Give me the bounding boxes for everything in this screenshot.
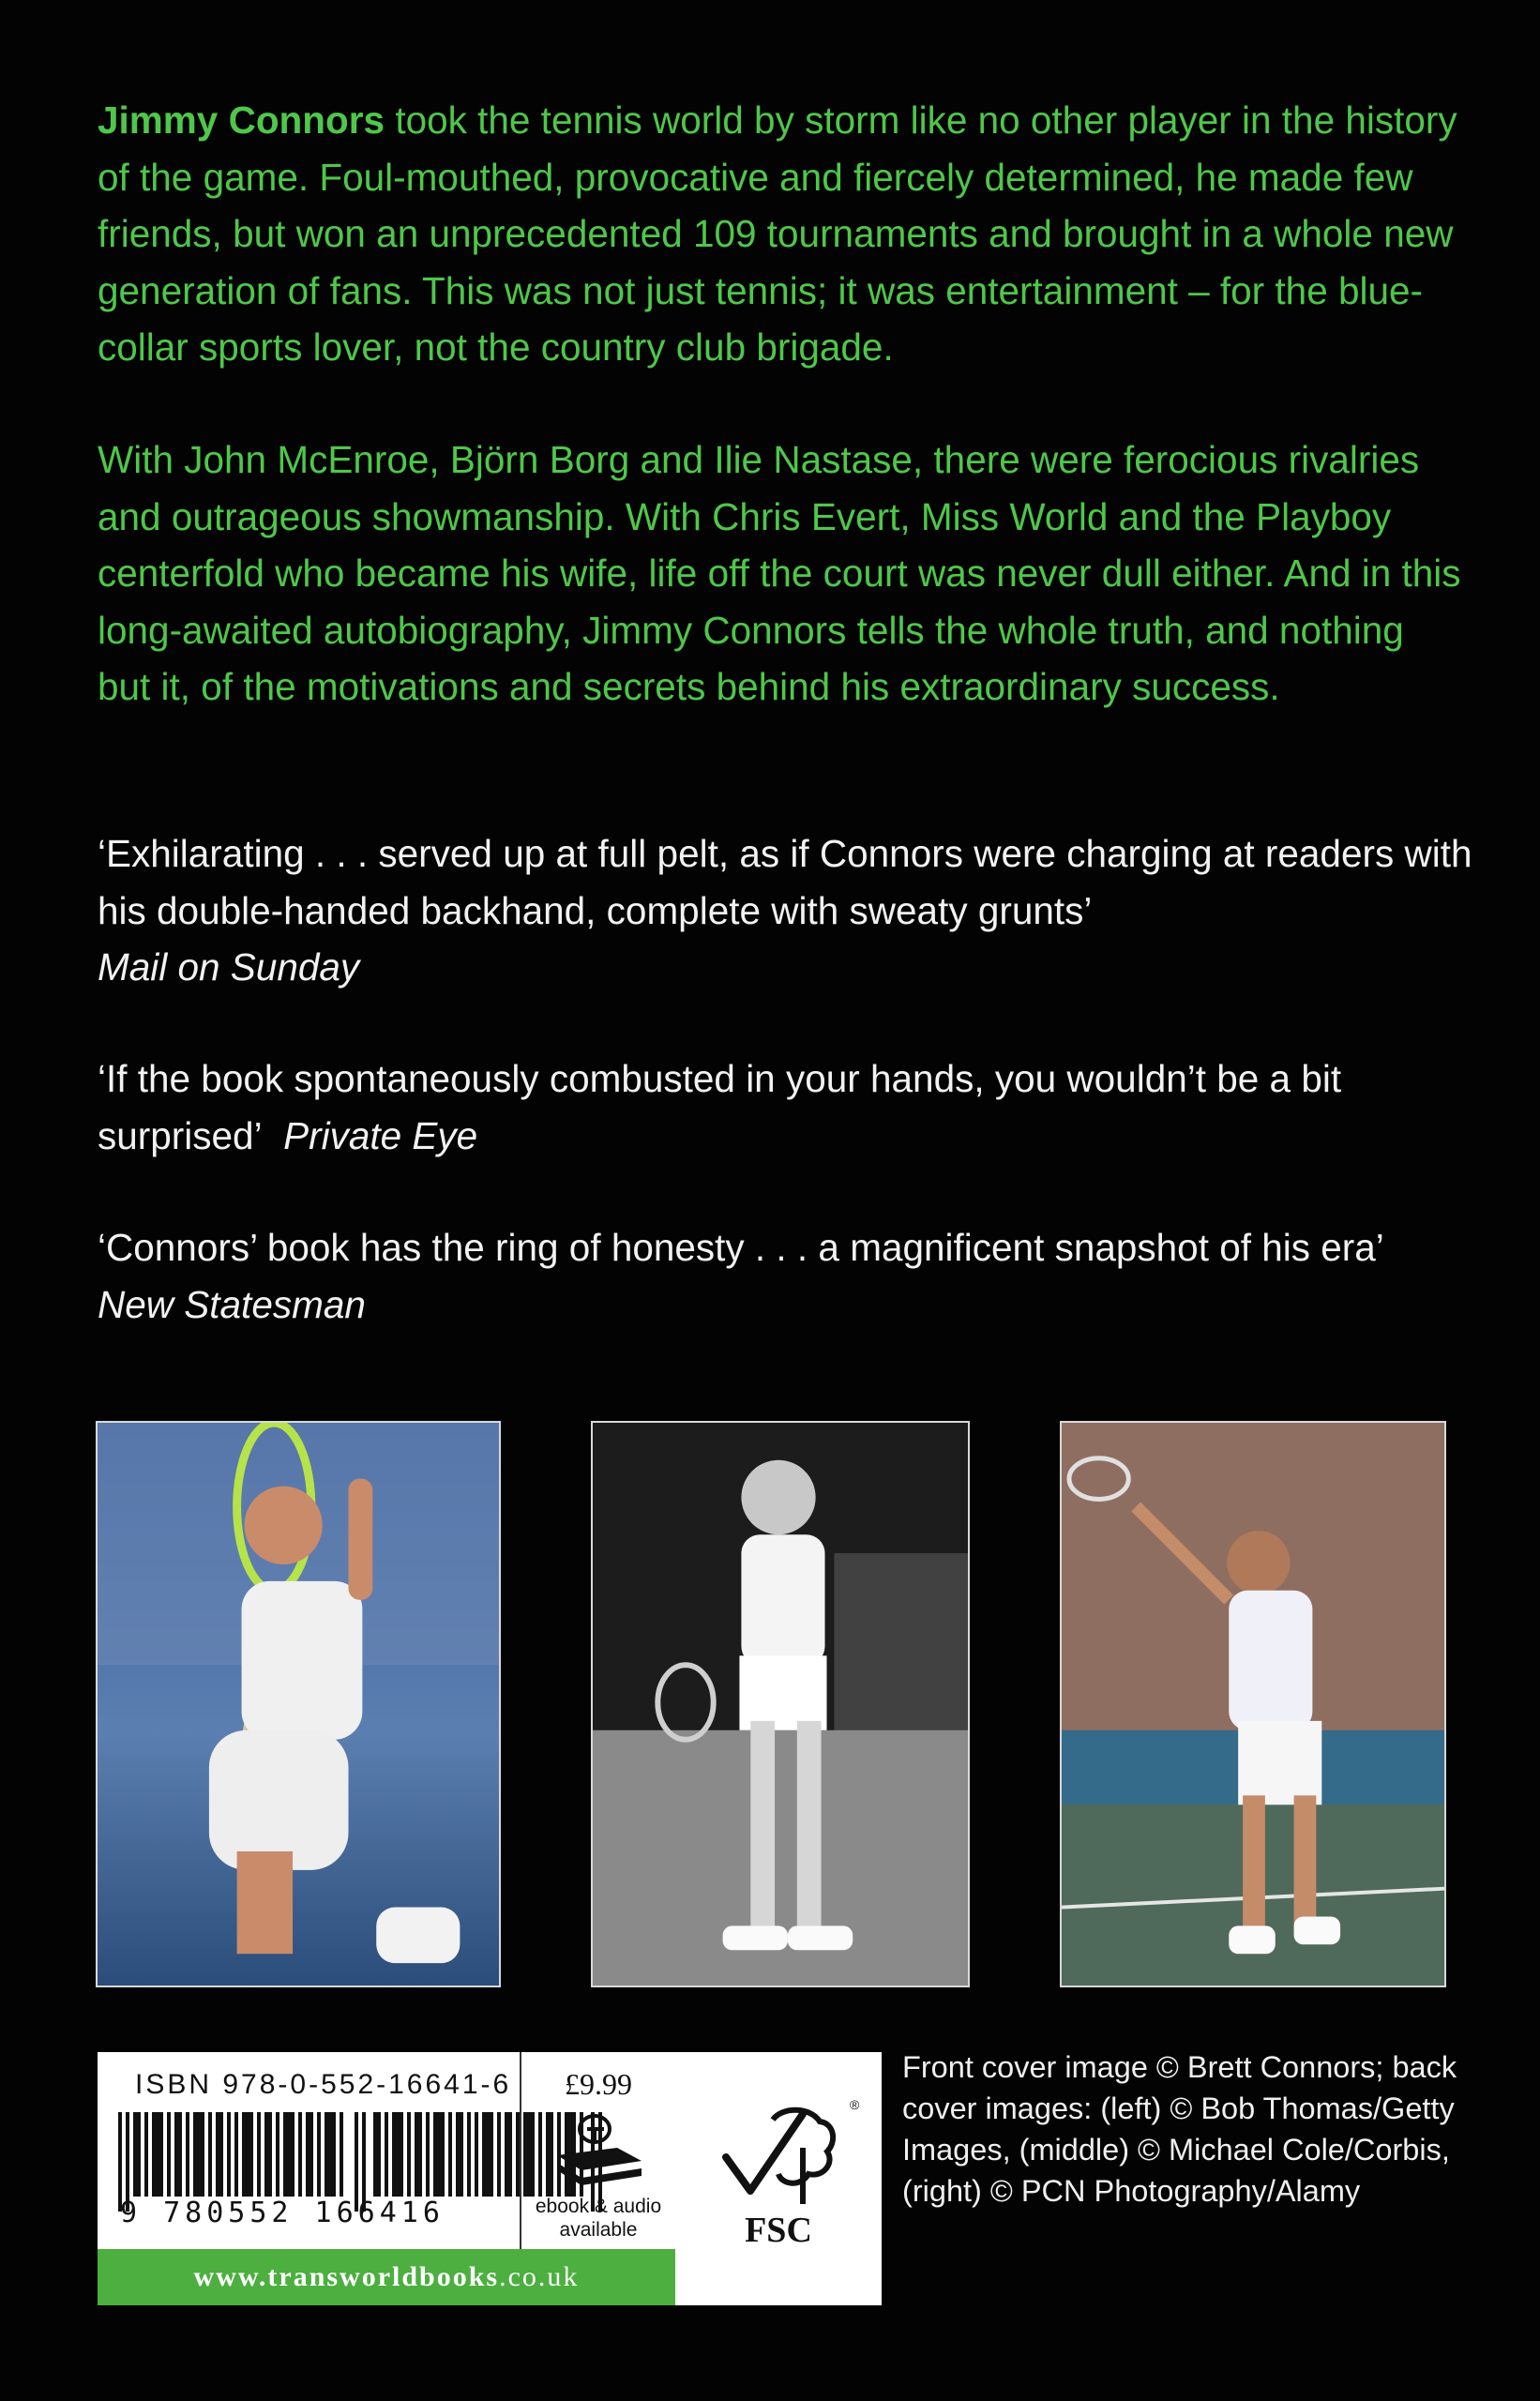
review-quote-2-text: ‘If the book spontaneously combusted in your hands, you wouldn’t be a bit surprised’: [98, 1057, 1342, 1157]
image-credits: Front cover image © Brett Connors; back cover images: (left) © Bob Thomas/Getty Images, (middle) © Michael Cole/Corbis, (right) © PCN Photography/Alamy: [902, 2050, 1457, 2208]
website-strip: [98, 2249, 675, 2305]
price-column: [521, 2052, 675, 2249]
isbn-label: ISBN 978-0-552-16641-6: [135, 2069, 512, 2100]
review-source-2: Private Eye: [283, 1113, 478, 1157]
barcode-number: 9 780552 166416: [120, 2197, 445, 2229]
review-quote-3-text: ‘Connors’ book has the ring of honesty . . . a magnificent snapshot of his era’: [98, 1226, 1384, 1269]
photo-middle-image: [593, 1423, 968, 1986]
photo-left-image: [98, 1423, 499, 1986]
review-quote-1: [98, 825, 1486, 996]
review-quote-2: [98, 1050, 1486, 1164]
blurb-paragraph-1: [98, 92, 1467, 376]
website-domain: .co.uk: [499, 2261, 580, 2292]
review-quote-3: [98, 1219, 1486, 1333]
photo-right: [1060, 1421, 1446, 1987]
photo-right-image: [1062, 1423, 1444, 1986]
fsc-registered-mark: ®: [850, 2097, 860, 2112]
blurb-author-name: Jimmy Connors: [98, 98, 385, 142]
fsc-tree-icon: [717, 2101, 848, 2212]
blurb-paragraph-2: With John McEnroe, Björn Borg and Ilie Nastase, there were ferocious rivalries and outrageous showmanship. With Chris Evert, Miss World and the Playboy centerfold who became his wife, life off the court was never dull either. And in this long-awaited autobiography, Jimmy Connors tells the whole truth, and nothing but it, of the motivations and secrets behind his extraordinary success.: [98, 438, 1461, 708]
ebook-stack-icon: [551, 2110, 645, 2191]
review-quote-1-text: ‘Exhilarating . . . served up at full pelt, as if Connors were charging at readers with his double-handed backhand, complete with sweaty grunts’: [98, 832, 1472, 932]
blurb-paragraph-1-text: took the tennis world by storm like no other player in the history of the game. Foul-mouthed, provocative and fiercely determined, he made few friends, but won an unprecedented 109 tournaments and brought in a whole new generation of fans. This was not just tennis; it was entertainment – for the blue-collar sports lover, not the country club brigade.: [98, 98, 1457, 369]
ebook-line-2: available: [559, 2219, 638, 2241]
photo-left: [96, 1421, 501, 1987]
price-label: £9.99: [565, 2067, 632, 2101]
barcode-panel: [98, 2052, 882, 2305]
review-source-3: New Statesman: [98, 1282, 366, 1326]
review-source-1: Mail on Sunday: [98, 945, 360, 989]
ebook-line-1: ebook & audio: [535, 2196, 662, 2217]
photo-middle: [591, 1421, 970, 1987]
website-bold: www.transworldbooks: [193, 2261, 500, 2292]
fsc-label: FSC: [745, 2211, 812, 2250]
fsc-panel: [675, 2052, 882, 2305]
ebook-audio-text: [521, 2195, 675, 2242]
